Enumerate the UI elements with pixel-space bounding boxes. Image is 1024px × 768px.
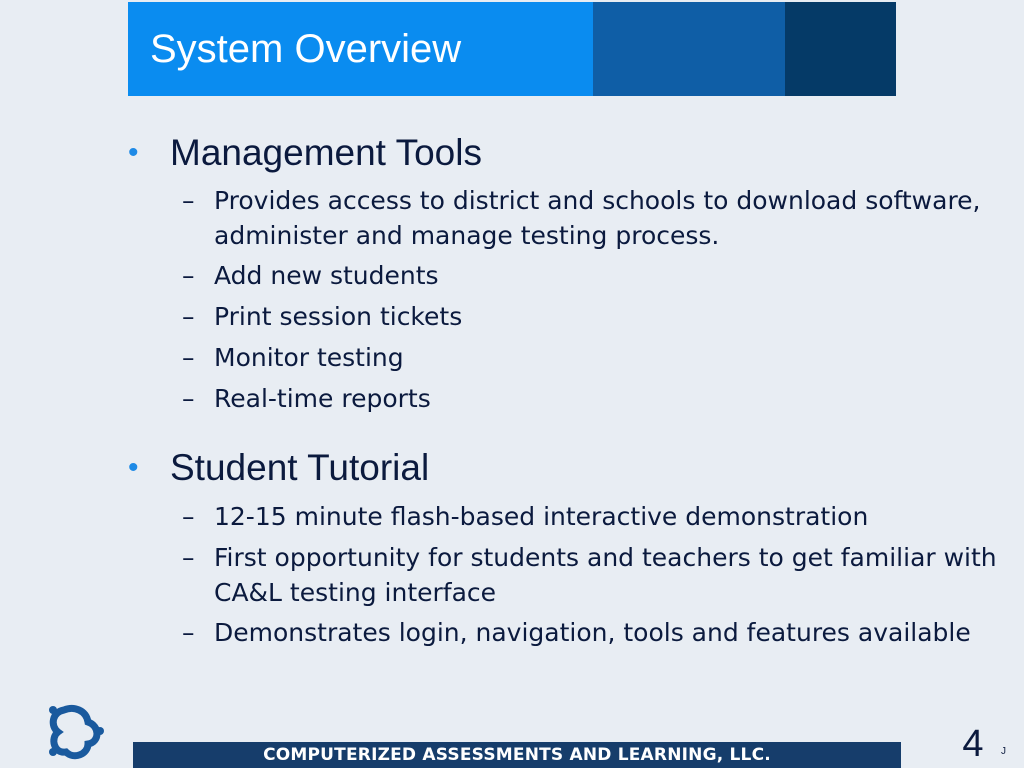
section-heading-management-tools [128, 131, 482, 175]
title-banner [128, 2, 896, 96]
section-heading-label: Student Tutorial [170, 447, 430, 488]
list-item-text: 12-15 minute flash-based interactive demonstration [214, 502, 869, 531]
list-item-text: First opportunity for students and teachers to get familiar with CA&L testing interface [214, 543, 997, 607]
dash-icon: – [182, 302, 195, 331]
section-heading-label: Management Tools [170, 132, 482, 173]
list-item [182, 499, 1002, 534]
list-item [182, 615, 1002, 650]
list-item [182, 381, 1002, 416]
dash-icon: – [182, 261, 195, 290]
bullet-icon: • [128, 136, 139, 169]
list-item [182, 183, 1002, 253]
bullet-icon: • [128, 451, 139, 484]
section-heading-student-tutorial [128, 446, 429, 490]
title-banner-accent [593, 2, 785, 96]
list-item [182, 340, 1002, 375]
cal-logo-icon [44, 700, 106, 762]
list-item-text: Demonstrates login, navigation, tools and features available [214, 618, 971, 647]
dash-icon: – [182, 384, 195, 413]
list-item-text: Real-time reports [214, 384, 431, 413]
page-mark: J [1001, 746, 1006, 757]
list-item [182, 540, 1002, 610]
list-item [182, 258, 1002, 293]
list-item-text: Provides access to district and schools to download software, administer and manage testing process. [214, 186, 981, 250]
list-item-text: Print session tickets [214, 302, 463, 331]
dash-icon: – [182, 343, 195, 372]
dash-icon: – [182, 618, 195, 647]
footer-company-bar: COMPUTERIZED ASSESSMENTS AND LEARNING, LLC. [133, 742, 901, 768]
slide-title: System Overview [150, 27, 462, 71]
list-item-text: Add new students [214, 261, 439, 290]
list-item-text: Monitor testing [214, 343, 404, 372]
dash-icon: – [182, 502, 195, 531]
list-item [182, 299, 1002, 334]
title-banner-accent-dark [785, 2, 896, 96]
page-number: 4 [962, 723, 984, 765]
dash-icon: – [182, 186, 195, 215]
title-banner-main [128, 2, 593, 96]
dash-icon: – [182, 543, 195, 572]
